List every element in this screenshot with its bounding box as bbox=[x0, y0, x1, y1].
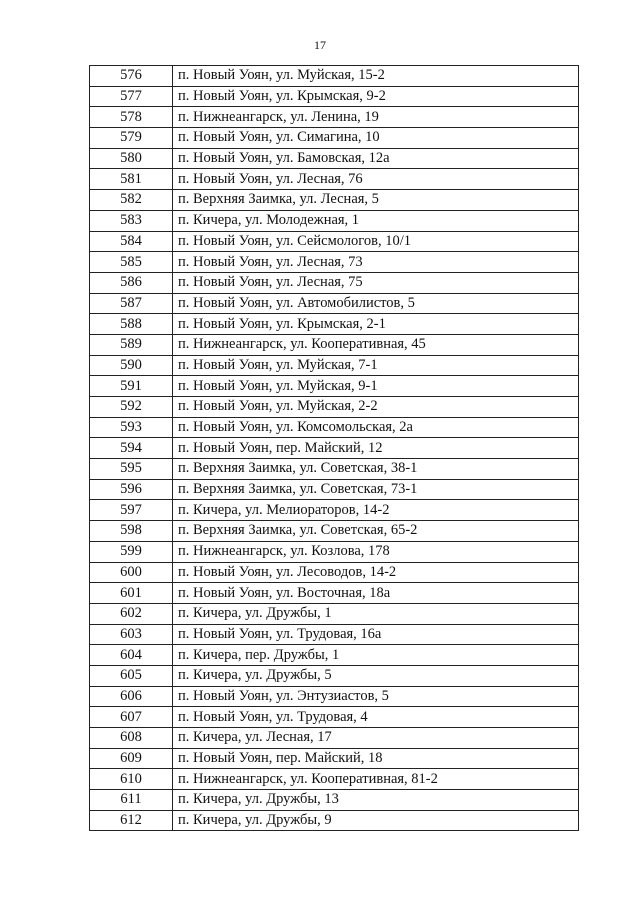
table-row bbox=[90, 459, 579, 480]
row-number: 607 bbox=[90, 707, 173, 728]
row-number: 612 bbox=[90, 810, 173, 831]
row-number: 586 bbox=[90, 272, 173, 293]
row-number: 583 bbox=[90, 210, 173, 231]
row-address: п. Новый Уоян, ул. Симагина, 10 bbox=[173, 128, 579, 149]
row-address: п. Кичера, ул. Дружбы, 9 bbox=[173, 810, 579, 831]
row-address: п. Нижнеангарск, ул. Кооперативная, 45 bbox=[173, 334, 579, 355]
row-number: 585 bbox=[90, 252, 173, 273]
row-address: п. Кичера, ул. Дружбы, 1 bbox=[173, 603, 579, 624]
address-table-body bbox=[90, 66, 579, 831]
row-number: 589 bbox=[90, 334, 173, 355]
row-address: п. Новый Уоян, ул. Комсомольская, 2а bbox=[173, 417, 579, 438]
row-address: п. Новый Уоян, ул. Крымская, 2-1 bbox=[173, 314, 579, 335]
row-number: 600 bbox=[90, 562, 173, 583]
table-row bbox=[90, 541, 579, 562]
row-address: п. Новый Уоян, ул. Энтузиастов, 5 bbox=[173, 686, 579, 707]
row-address: п. Новый Уоян, ул. Восточная, 18а bbox=[173, 583, 579, 604]
table-row bbox=[90, 810, 579, 831]
row-address: п. Новый Уоян, пер. Майский, 12 bbox=[173, 438, 579, 459]
table-row bbox=[90, 355, 579, 376]
table-row bbox=[90, 790, 579, 811]
row-address: п. Новый Уоян, ул. Крымская, 9-2 bbox=[173, 86, 579, 107]
address-table bbox=[89, 65, 579, 831]
row-number: 598 bbox=[90, 521, 173, 542]
table-row bbox=[90, 521, 579, 542]
row-address: п. Верхняя Заимка, ул. Советская, 65-2 bbox=[173, 521, 579, 542]
row-number: 578 bbox=[90, 107, 173, 128]
row-number: 605 bbox=[90, 665, 173, 686]
row-number: 596 bbox=[90, 479, 173, 500]
row-address: п. Новый Уоян, ул. Муйская, 9-1 bbox=[173, 376, 579, 397]
table-row bbox=[90, 583, 579, 604]
table-row bbox=[90, 169, 579, 190]
table-row bbox=[90, 128, 579, 149]
row-number: 593 bbox=[90, 417, 173, 438]
table-row bbox=[90, 417, 579, 438]
row-number: 603 bbox=[90, 624, 173, 645]
table-row bbox=[90, 748, 579, 769]
row-number: 594 bbox=[90, 438, 173, 459]
row-number: 601 bbox=[90, 583, 173, 604]
row-address: п. Новый Уоян, пер. Майский, 18 bbox=[173, 748, 579, 769]
page-number: 17 bbox=[314, 38, 326, 52]
row-number: 591 bbox=[90, 376, 173, 397]
table-row bbox=[90, 603, 579, 624]
table-row bbox=[90, 148, 579, 169]
table-row bbox=[90, 686, 579, 707]
row-address: п. Новый Уоян, ул. Автомобилистов, 5 bbox=[173, 293, 579, 314]
table-row bbox=[90, 645, 579, 666]
table-row bbox=[90, 314, 579, 335]
table-row bbox=[90, 479, 579, 500]
table-row bbox=[90, 107, 579, 128]
row-address: п. Новый Уоян, ул. Муйская, 15-2 bbox=[173, 66, 579, 87]
row-address: п. Верхняя Заимка, ул. Лесная, 5 bbox=[173, 190, 579, 211]
row-address: п. Нижнеангарск, ул. Ленина, 19 bbox=[173, 107, 579, 128]
table-row bbox=[90, 665, 579, 686]
row-number: 582 bbox=[90, 190, 173, 211]
row-address: п. Кичера, ул. Дружбы, 5 bbox=[173, 665, 579, 686]
row-address: п. Кичера, ул. Дружбы, 13 bbox=[173, 790, 579, 811]
table-row bbox=[90, 231, 579, 252]
row-number: 611 bbox=[90, 790, 173, 811]
row-address: п. Новый Уоян, ул. Лесная, 73 bbox=[173, 252, 579, 273]
row-number: 595 bbox=[90, 459, 173, 480]
row-address: п. Новый Уоян, ул. Лесная, 75 bbox=[173, 272, 579, 293]
row-address: п. Кичера, ул. Мелиораторов, 14-2 bbox=[173, 500, 579, 521]
table-row bbox=[90, 272, 579, 293]
row-number: 581 bbox=[90, 169, 173, 190]
table-row bbox=[90, 500, 579, 521]
table-row bbox=[90, 66, 579, 87]
row-number: 588 bbox=[90, 314, 173, 335]
row-address: п. Новый Уоян, ул. Трудовая, 4 bbox=[173, 707, 579, 728]
row-number: 602 bbox=[90, 603, 173, 624]
row-address: п. Новый Уоян, ул. Трудовая, 16а bbox=[173, 624, 579, 645]
row-number: 580 bbox=[90, 148, 173, 169]
row-address: п. Новый Уоян, ул. Муйская, 7-1 bbox=[173, 355, 579, 376]
row-address: п. Верхняя Заимка, ул. Советская, 73-1 bbox=[173, 479, 579, 500]
row-number: 587 bbox=[90, 293, 173, 314]
table-row bbox=[90, 397, 579, 418]
row-address: п. Кичера, ул. Лесная, 17 bbox=[173, 728, 579, 749]
table-row bbox=[90, 769, 579, 790]
row-address: п. Новый Уоян, ул. Бамовская, 12а bbox=[173, 148, 579, 169]
row-address: п. Новый Уоян, ул. Муйская, 2-2 bbox=[173, 397, 579, 418]
row-address: п. Нижнеангарск, ул. Кооперативная, 81-2 bbox=[173, 769, 579, 790]
table-row bbox=[90, 190, 579, 211]
table-row bbox=[90, 624, 579, 645]
table-row bbox=[90, 210, 579, 231]
row-number: 610 bbox=[90, 769, 173, 790]
row-number: 606 bbox=[90, 686, 173, 707]
table-row bbox=[90, 86, 579, 107]
row-number: 576 bbox=[90, 66, 173, 87]
row-number: 604 bbox=[90, 645, 173, 666]
row-number: 609 bbox=[90, 748, 173, 769]
row-address: п. Верхняя Заимка, ул. Советская, 38-1 bbox=[173, 459, 579, 480]
row-address: п. Новый Уоян, ул. Сейсмологов, 10/1 bbox=[173, 231, 579, 252]
row-number: 592 bbox=[90, 397, 173, 418]
row-number: 579 bbox=[90, 128, 173, 149]
table-row bbox=[90, 252, 579, 273]
row-number: 577 bbox=[90, 86, 173, 107]
row-address: п. Кичера, пер. Дружбы, 1 bbox=[173, 645, 579, 666]
row-address: п. Нижнеангарск, ул. Козлова, 178 bbox=[173, 541, 579, 562]
row-address: п. Кичера, ул. Молодежная, 1 bbox=[173, 210, 579, 231]
row-address: п. Новый Уоян, ул. Лесоводов, 14-2 bbox=[173, 562, 579, 583]
table-row bbox=[90, 334, 579, 355]
row-number: 590 bbox=[90, 355, 173, 376]
table-row bbox=[90, 438, 579, 459]
table-row bbox=[90, 562, 579, 583]
table-row bbox=[90, 376, 579, 397]
table-row bbox=[90, 293, 579, 314]
row-number: 608 bbox=[90, 728, 173, 749]
row-address: п. Новый Уоян, ул. Лесная, 76 bbox=[173, 169, 579, 190]
row-number: 597 bbox=[90, 500, 173, 521]
row-number: 599 bbox=[90, 541, 173, 562]
table-row bbox=[90, 728, 579, 749]
table-row bbox=[90, 707, 579, 728]
row-number: 584 bbox=[90, 231, 173, 252]
